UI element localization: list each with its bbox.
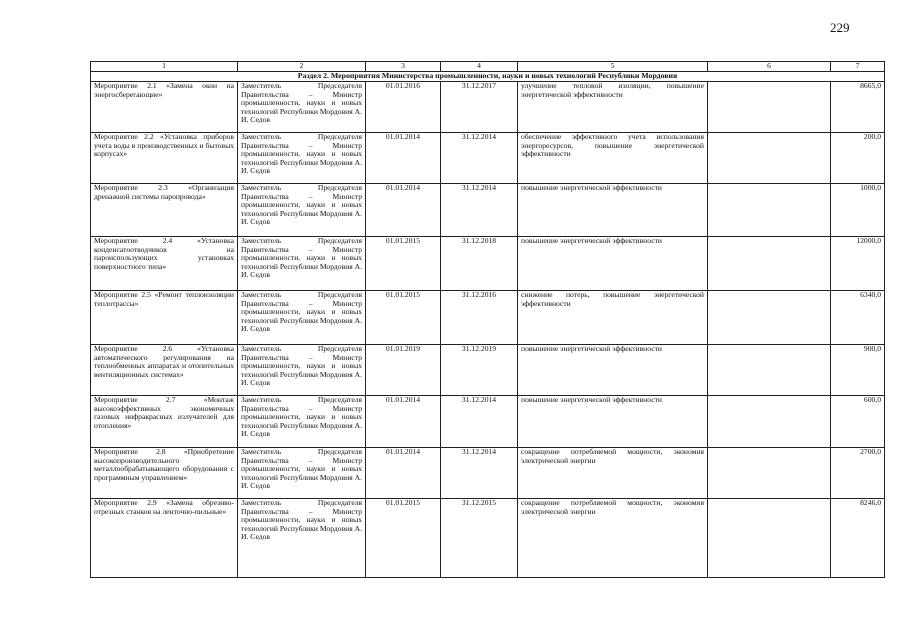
responsible-cell: Заместитель Председателя Правительства – Министр промышленности, науки и новых технологий Республики Мордовия А. И. Седов <box>238 237 366 291</box>
responsible-cell: Заместитель Председателя Правительства – Министр промышленности, науки и новых технологий Республики Мордовия А. И. Седов <box>238 345 366 396</box>
result-cell: сокращение потребляемой мощности, экономия электрической энергии <box>518 448 708 499</box>
column-number: 4 <box>441 62 518 72</box>
result-cell: повышение энергетической эффективности <box>518 237 708 291</box>
end-date-cell: 31.12.2014 <box>441 396 518 448</box>
column-number: 5 <box>518 62 708 72</box>
start-date-cell: 01.01.2014 <box>366 184 441 237</box>
column-number: 6 <box>708 62 831 72</box>
responsible-cell: Заместитель Председателя Правительства – Министр промышленности, науки и новых технологий Республики Мордовия А. И. Седов <box>238 396 366 448</box>
end-date-cell: 31.12.2017 <box>441 82 518 133</box>
table-row <box>91 133 885 184</box>
result-cell: повышение энергетической эффективности <box>518 184 708 237</box>
amount-cell: 2700,0 <box>831 448 885 499</box>
column-6-cell <box>708 291 831 345</box>
amount-cell: 8246,0 <box>831 499 885 578</box>
table-row <box>91 82 885 133</box>
start-date-cell: 01.01.2015 <box>366 499 441 578</box>
responsible-cell: Заместитель Председателя Правительства – Министр промышленности, науки и новых технологий Республики Мордовия А. И. Седов <box>238 291 366 345</box>
column-number: 1 <box>91 62 238 72</box>
start-date-cell: 01.01.2014 <box>366 448 441 499</box>
section-title: Раздел 2. Мероприятия Министерства промышленности, науки и новых технологий Республики Мордовия <box>91 72 885 82</box>
table-row <box>91 291 885 345</box>
start-date-cell: 01.01.2015 <box>366 291 441 345</box>
column-6-cell <box>708 396 831 448</box>
column-number-row <box>91 62 885 72</box>
table-row <box>91 499 885 578</box>
column-6-cell <box>708 133 831 184</box>
responsible-cell: Заместитель Председателя Правительства – Министр промышленности, науки и новых технологий Республики Мордовия А. И. Седов <box>238 499 366 578</box>
start-date-cell: 01.01.2016 <box>366 82 441 133</box>
measure-cell: Мероприятие 2.4 «Установка конденсатоотводчиков на пароиспользующих установках поверхностного типа» <box>91 237 238 291</box>
result-cell: повышение энергетической эффективности <box>518 345 708 396</box>
measure-cell: Мероприятие 2.3 «Организация дренажной системы паропровода» <box>91 184 238 237</box>
table-row <box>91 448 885 499</box>
responsible-cell: Заместитель Председателя Правительства – Министр промышленности, науки и новых технологий Республики Мордовия А. И. Седов <box>238 184 366 237</box>
responsible-cell: Заместитель Председателя Правительства – Министр промышленности, науки и новых технологий Республики Мордовия А. И. Седов <box>238 133 366 184</box>
column-6-cell <box>708 237 831 291</box>
amount-cell: 200,0 <box>831 133 885 184</box>
measure-cell: Мероприятие 2.2 «Установка приборов учета воды в производственных и бытовых корпусах» <box>91 133 238 184</box>
section-row <box>91 72 885 82</box>
column-6-cell <box>708 184 831 237</box>
table-row <box>91 184 885 237</box>
responsible-cell: Заместитель Председателя Правительства – Министр промышленности, науки и новых технологий Республики Мордовия А. И. Седов <box>238 82 366 133</box>
result-cell: сокращение потребляемой мощности, экономия электрической энергии <box>518 499 708 578</box>
amount-cell: 900,0 <box>831 345 885 396</box>
table-row <box>91 396 885 448</box>
result-cell: обеспечение эффективного учета использования энергоресурсов, повышение энергетической эффективности <box>518 133 708 184</box>
amount-cell: 6340,0 <box>831 291 885 345</box>
column-6-cell <box>708 345 831 396</box>
column-number: 2 <box>238 62 366 72</box>
measure-cell: Мероприятие 2.5 «Ремонт теплоизоляции теплотрассы» <box>91 291 238 345</box>
table-row <box>91 237 885 291</box>
table-row <box>91 345 885 396</box>
measure-cell: Мероприятие 2.8 «Приобретение высокопроизводительного металлообрабатывающего оборудования с программным управлением» <box>91 448 238 499</box>
result-cell: улучшение тепловой изоляции, повышение энергетической эффективности <box>518 82 708 133</box>
end-date-cell: 31.12.2014 <box>441 133 518 184</box>
column-number: 3 <box>366 62 441 72</box>
measures-table <box>90 61 885 578</box>
measure-cell: Мероприятие 2.7 «Монтаж высокоэффективных экономичных газовых инфракрасных излучателей для отопления» <box>91 396 238 448</box>
end-date-cell: 31.12.2016 <box>441 291 518 345</box>
column-6-cell <box>708 82 831 133</box>
measure-cell: Мероприятие 2.1 «Замена окон на энергосберегающие» <box>91 82 238 133</box>
start-date-cell: 01.01.2014 <box>366 396 441 448</box>
result-cell: снижение потерь, повышение энергетической эффективности <box>518 291 708 345</box>
amount-cell: 12000,0 <box>831 237 885 291</box>
end-date-cell: 31.12.2014 <box>441 184 518 237</box>
page-number: 229 <box>830 20 850 35</box>
amount-cell: 8665,0 <box>831 82 885 133</box>
result-cell: повышение энергетической эффективности <box>518 396 708 448</box>
column-6-cell <box>708 499 831 578</box>
end-date-cell: 31.12.2018 <box>441 237 518 291</box>
amount-cell: 1000,0 <box>831 184 885 237</box>
end-date-cell: 31.12.2019 <box>441 345 518 396</box>
measure-cell: Мероприятие 2.9 «Замена обрезиво-отрезных станков на ленточно-пильные» <box>91 499 238 578</box>
column-number: 7 <box>831 62 885 72</box>
start-date-cell: 01.01.2019 <box>366 345 441 396</box>
end-date-cell: 31.12.2015 <box>441 499 518 578</box>
column-6-cell <box>708 448 831 499</box>
end-date-cell: 31.12.2014 <box>441 448 518 499</box>
responsible-cell: Заместитель Председателя Правительства – Министр промышленности, науки и новых технологий Республики Мордовия А. И. Седов <box>238 448 366 499</box>
start-date-cell: 01.01.2014 <box>366 133 441 184</box>
start-date-cell: 01.01.2015 <box>366 237 441 291</box>
amount-cell: 600,0 <box>831 396 885 448</box>
measure-cell: Мероприятие 2.6 «Установка автоматического регулирования на теплообменных аппаратах и отопительных вентиляционных системах» <box>91 345 238 396</box>
